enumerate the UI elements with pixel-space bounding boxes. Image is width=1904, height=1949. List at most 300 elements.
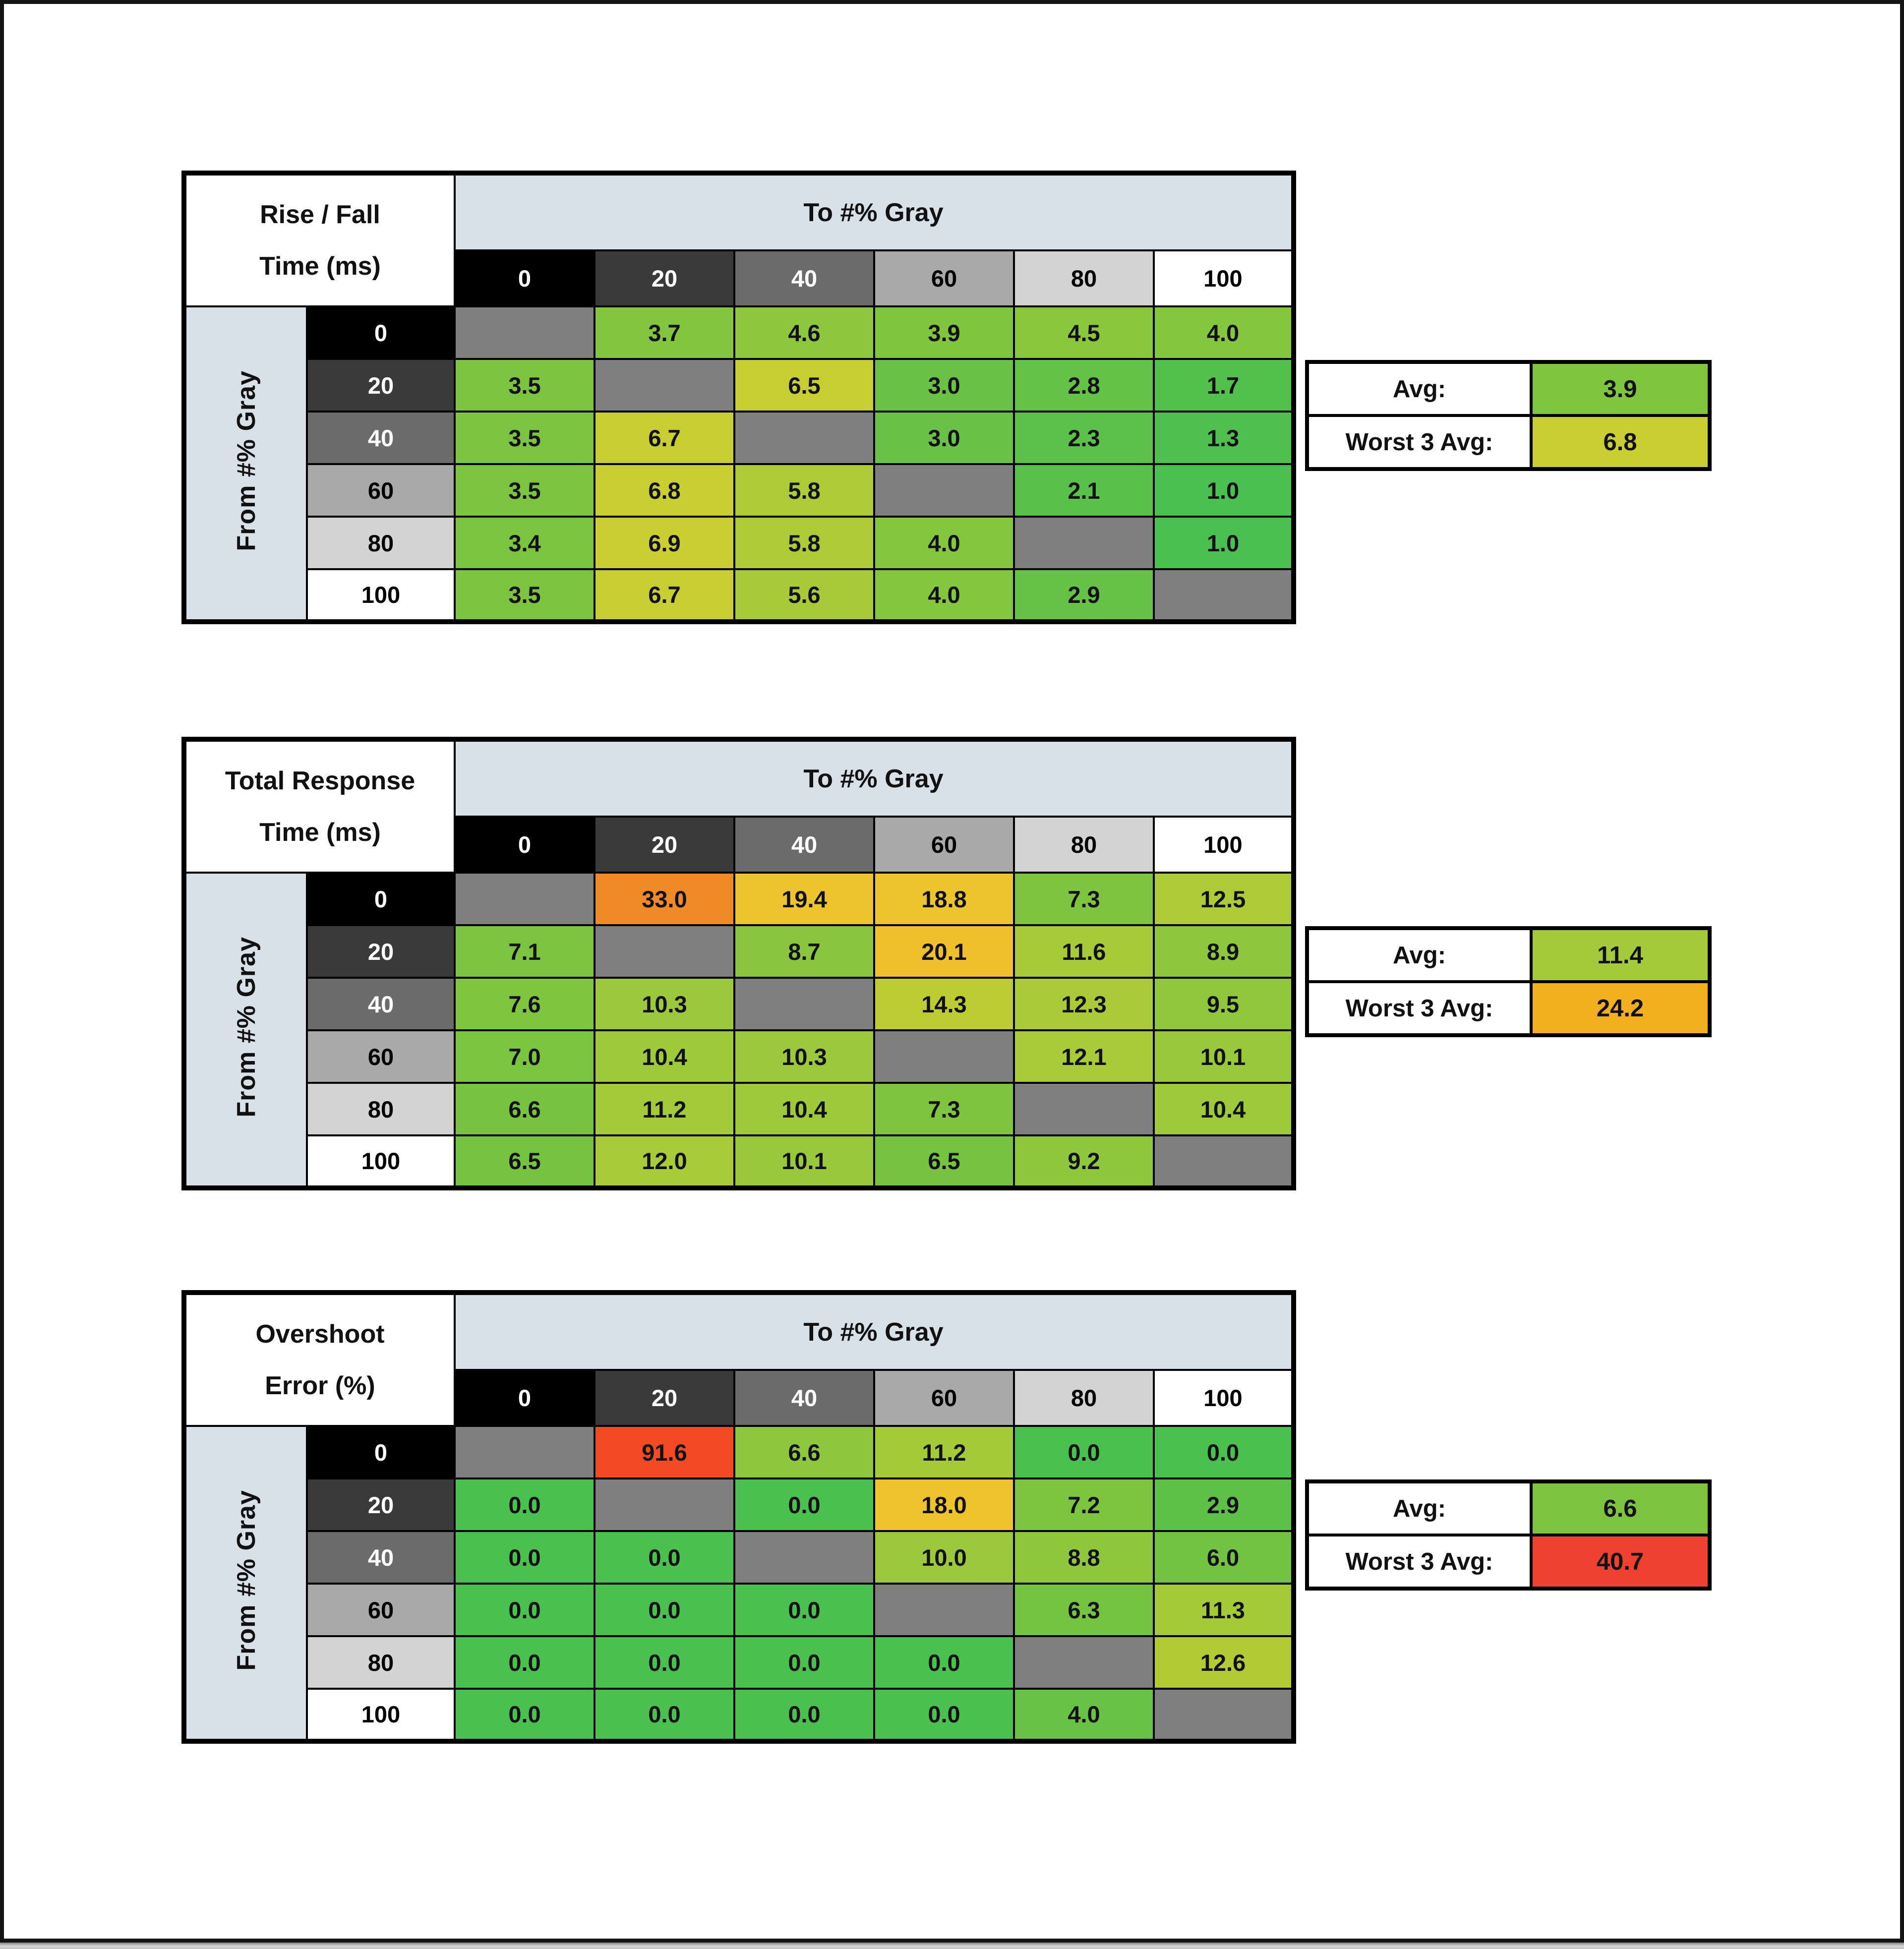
col-header-100 [1154, 1370, 1294, 1426]
diagonal-cell [1154, 1689, 1294, 1741]
data-cell [734, 1584, 874, 1636]
avg-value [1531, 928, 1710, 982]
data-cell-value: 0.0 [508, 1649, 541, 1676]
data-cell-value: 3.5 [508, 424, 541, 451]
col-header-20 [595, 250, 734, 306]
row-header-label: 60 [367, 1043, 394, 1070]
avg-value-text: 3.9 [1603, 375, 1637, 403]
table-title-cell [184, 1293, 455, 1426]
data-cell-value: 12.5 [1200, 886, 1246, 912]
data-cell [595, 1135, 734, 1188]
worst3avg-label-text: Worst 3 Avg: [1345, 428, 1493, 456]
data-cell [1014, 978, 1154, 1030]
to-gray-header [455, 1293, 1294, 1370]
data-cell [455, 1030, 595, 1083]
col-header-label: 0 [518, 265, 532, 292]
summary-row [1307, 415, 1710, 469]
data-cell-value: 20.1 [921, 938, 967, 965]
avg-label-text: Avg: [1392, 1495, 1446, 1522]
data-cell-value: 6.9 [648, 530, 681, 556]
diagonal-cell [1154, 1135, 1294, 1188]
data-cell-value: 4.5 [1068, 319, 1100, 346]
col-header-label: 60 [931, 1385, 957, 1412]
row-header-label: 80 [367, 530, 394, 556]
col-header-label: 80 [1071, 265, 1097, 292]
data-cell-value: 10.3 [781, 1043, 827, 1070]
row-header-0 [307, 873, 455, 925]
data-cell-value: 6.6 [508, 1096, 541, 1122]
data-cell-value: 8.9 [1206, 938, 1240, 965]
data-cell-value: 0.0 [788, 1701, 821, 1727]
data-cell [734, 359, 874, 412]
col-header-0 [455, 1370, 595, 1426]
row-header-label: 0 [374, 319, 388, 346]
data-cell-value: 10.0 [921, 1544, 967, 1571]
row-header-60 [307, 1030, 455, 1083]
data-cell [595, 1531, 734, 1584]
data-cell-value: 6.7 [648, 582, 681, 608]
col-header-label: 40 [791, 1385, 818, 1412]
data-row [184, 1584, 1294, 1636]
data-cell [1014, 1030, 1154, 1083]
data-cell-value: 7.6 [508, 991, 541, 1017]
data-cell-value: 6.5 [928, 1148, 960, 1174]
row-header-100 [307, 1135, 455, 1188]
from-gray-header [184, 306, 307, 622]
data-cell [455, 517, 595, 569]
data-cell [1154, 1478, 1294, 1531]
data-cell-value: 0.0 [508, 1544, 541, 1571]
data-cell-value: 3.5 [508, 582, 541, 608]
diagonal-cell [595, 359, 734, 412]
data-cell-value: 12.6 [1200, 1649, 1246, 1676]
row-header-label: 100 [361, 582, 401, 608]
data-cell [874, 1135, 1014, 1188]
rise-fall-time-table [181, 171, 1728, 624]
avg-value [1531, 362, 1710, 415]
data-cell-value: 1.0 [1206, 530, 1240, 556]
row-header-label: 0 [374, 1439, 388, 1466]
data-cell [734, 1135, 874, 1188]
data-cell-value: 3.5 [508, 477, 541, 504]
row-header-label: 100 [361, 1148, 401, 1174]
data-cell [874, 1531, 1014, 1584]
col-header-label: 40 [791, 831, 818, 858]
data-cell [455, 978, 595, 1030]
diagonal-cell [734, 1531, 874, 1584]
data-cell-value: 3.5 [508, 372, 541, 399]
worst3avg-label [1307, 1535, 1531, 1589]
data-cell-value: 6.5 [788, 372, 821, 399]
data-cell-value: 12.3 [1061, 991, 1107, 1017]
data-cell-value: 0.0 [648, 1596, 681, 1623]
data-cell [1014, 1478, 1154, 1531]
data-cell-value: 7.3 [928, 1096, 960, 1122]
data-cell-value: 33.0 [642, 886, 687, 912]
data-cell [595, 1584, 734, 1636]
data-cell [874, 1478, 1014, 1531]
from-gray-header-label: From #% Gray [232, 1489, 261, 1671]
col-header-label: 100 [1203, 1385, 1243, 1412]
to-gray-header-label: To #% Gray [803, 1317, 944, 1347]
data-cell [455, 359, 595, 412]
data-cell-value: 0.0 [1068, 1439, 1100, 1466]
header-row-1 [184, 173, 1294, 250]
data-cell-value: 2.9 [1068, 582, 1100, 608]
data-cell [1154, 925, 1294, 978]
data-cell [1154, 1584, 1294, 1636]
diagonal-cell [874, 464, 1014, 517]
data-cell-value: 10.1 [781, 1148, 827, 1174]
row-header-60 [307, 1584, 455, 1636]
data-cell [734, 464, 874, 517]
data-cell [1014, 412, 1154, 464]
from-gray-header [184, 1426, 307, 1741]
data-cell-value: 2.9 [1206, 1491, 1240, 1518]
data-cell-value: 6.8 [648, 477, 681, 504]
data-cell [1154, 464, 1294, 517]
row-header-80 [307, 1083, 455, 1135]
to-gray-header-label: To #% Gray [803, 764, 944, 793]
data-cell-value: 18.8 [921, 886, 967, 912]
table-title-cell [184, 739, 455, 873]
from-gray-header-label: From #% Gray [232, 936, 261, 1118]
data-cell [455, 1478, 595, 1531]
data-cell [734, 1426, 874, 1478]
data-cell [1154, 1531, 1294, 1584]
data-cell [1154, 412, 1294, 464]
data-cell-value: 4.0 [928, 530, 960, 556]
diagonal-cell [455, 306, 595, 359]
overshoot-error-table [181, 1290, 1728, 1744]
data-cell-value: 3.9 [928, 319, 960, 346]
avg-label-text: Avg: [1392, 942, 1446, 969]
data-cell-value: 0.0 [788, 1596, 821, 1623]
col-header-0 [455, 817, 595, 873]
row-header-80 [307, 1636, 455, 1689]
table-title-line1: Overshoot [255, 1319, 385, 1349]
row-header-0 [307, 1426, 455, 1478]
data-cell-value: 10.4 [1200, 1096, 1246, 1122]
worst3avg-label-text: Worst 3 Avg: [1345, 1548, 1493, 1575]
data-cell-value: 0.0 [648, 1701, 681, 1727]
row-header-label: 20 [367, 938, 394, 965]
data-cell-value: 11.2 [642, 1096, 687, 1122]
col-header-100 [1154, 817, 1294, 873]
data-cell-value: 2.1 [1068, 477, 1100, 504]
diagonal-cell [455, 1426, 595, 1478]
data-row [184, 1083, 1294, 1135]
data-cell [1154, 1426, 1294, 1478]
table-title-cell [184, 173, 455, 306]
data-cell [874, 569, 1014, 622]
avg-label [1307, 1481, 1531, 1535]
from-gray-header [184, 873, 307, 1188]
data-row [184, 1478, 1294, 1531]
diagonal-cell [595, 1478, 734, 1531]
diagonal-cell [1014, 517, 1154, 569]
data-cell-value: 1.7 [1206, 372, 1240, 399]
data-cell-value: 12.1 [1061, 1043, 1107, 1070]
row-header-20 [307, 359, 455, 412]
row-header-label: 80 [367, 1096, 394, 1122]
col-header-label: 20 [651, 1385, 678, 1412]
data-cell [874, 359, 1014, 412]
row-header-label: 60 [367, 477, 394, 504]
data-cell [1014, 359, 1154, 412]
row-header-label: 40 [367, 991, 394, 1017]
data-cell [1154, 873, 1294, 925]
summary-block [1305, 1479, 1712, 1591]
col-header-60 [874, 250, 1014, 306]
summary-table [1305, 926, 1712, 1037]
header-row-1 [184, 739, 1294, 817]
data-cell [734, 925, 874, 978]
data-cell [734, 1636, 874, 1689]
data-cell [455, 1689, 595, 1741]
col-header-label: 100 [1203, 831, 1243, 858]
data-cell-value: 3.4 [508, 530, 541, 556]
data-cell-value: 0.0 [508, 1701, 541, 1727]
row-header-label: 40 [367, 424, 394, 451]
table-title-wrap [186, 176, 454, 305]
data-row [184, 873, 1294, 925]
table-title-line1: Total Response [225, 766, 416, 795]
data-cell [1154, 1083, 1294, 1135]
worst3avg-label [1307, 415, 1531, 469]
total-response-time-table [181, 737, 1728, 1190]
data-cell-value: 0.0 [788, 1491, 821, 1518]
data-cell [455, 1135, 595, 1188]
data-cell [874, 925, 1014, 978]
row-header-label: 20 [367, 1491, 394, 1518]
diagonal-cell [1154, 569, 1294, 622]
data-cell [734, 1083, 874, 1135]
diagonal-cell [874, 1030, 1014, 1083]
col-header-80 [1014, 817, 1154, 873]
data-cell [1154, 306, 1294, 359]
avg-label [1307, 928, 1531, 982]
avg-label [1307, 362, 1531, 415]
data-cell-value: 5.6 [788, 582, 821, 608]
data-cell [874, 1689, 1014, 1741]
diagonal-cell [1014, 1636, 1154, 1689]
col-header-label: 20 [651, 265, 678, 292]
data-cell-value: 6.7 [648, 424, 681, 451]
col-header-40 [734, 1370, 874, 1426]
data-cell-value: 19.4 [781, 886, 827, 912]
col-header-label: 80 [1071, 831, 1097, 858]
worst3avg-label-text: Worst 3 Avg: [1345, 995, 1493, 1022]
data-cell [1014, 569, 1154, 622]
col-header-label: 60 [931, 265, 957, 292]
data-row [184, 412, 1294, 464]
data-cell [595, 412, 734, 464]
data-row [184, 925, 1294, 978]
table-title-wrap [186, 742, 454, 872]
col-header-20 [595, 817, 734, 873]
data-cell-value: 1.3 [1206, 424, 1240, 451]
data-cell-value: 7.0 [508, 1043, 541, 1070]
data-cell-value: 5.8 [788, 477, 821, 504]
data-cell [595, 1083, 734, 1135]
data-cell-value: 3.7 [648, 319, 681, 346]
data-cell-value: 3.0 [928, 372, 960, 399]
worst3avg-label [1307, 982, 1531, 1035]
col-header-40 [734, 250, 874, 306]
data-cell-value: 8.7 [788, 938, 821, 965]
row-header-20 [307, 1478, 455, 1531]
row-header-60 [307, 464, 455, 517]
data-cell-value: 8.8 [1068, 1544, 1100, 1571]
data-cell [874, 1426, 1014, 1478]
data-cell-value: 7.2 [1068, 1491, 1100, 1518]
data-cell [734, 1030, 874, 1083]
heatmap-table [181, 1290, 1296, 1744]
data-cell-value: 7.3 [1068, 886, 1100, 912]
row-header-label: 0 [374, 886, 388, 912]
data-cell-value: 11.2 [922, 1439, 966, 1466]
col-header-label: 80 [1071, 1385, 1097, 1412]
data-cell [874, 412, 1014, 464]
data-cell [874, 1083, 1014, 1135]
data-cell [595, 1426, 734, 1478]
diagonal-cell [874, 1584, 1014, 1636]
row-header-label: 20 [367, 372, 394, 399]
data-row [184, 1135, 1294, 1188]
data-cell [595, 1689, 734, 1741]
data-cell-value: 5.8 [788, 530, 821, 556]
data-cell [1014, 925, 1154, 978]
summary-row [1307, 362, 1710, 415]
diagonal-cell [734, 412, 874, 464]
data-cell-value: 4.0 [1206, 319, 1240, 346]
data-row [184, 306, 1294, 359]
data-cell [874, 306, 1014, 359]
data-cell-value: 0.0 [928, 1649, 960, 1676]
summary-table [1305, 360, 1712, 471]
row-header-label: 100 [361, 1701, 401, 1727]
data-cell [734, 569, 874, 622]
col-header-label: 0 [518, 831, 532, 858]
data-cell [734, 873, 874, 925]
table-title-wrap [186, 1295, 454, 1425]
diagonal-cell [734, 978, 874, 1030]
summary-row [1307, 1535, 1710, 1589]
data-cell [455, 569, 595, 622]
data-cell-value: 9.5 [1206, 991, 1240, 1017]
col-header-60 [874, 1370, 1014, 1426]
data-cell [595, 306, 734, 359]
data-cell [1154, 517, 1294, 569]
data-cell [734, 1689, 874, 1741]
to-gray-header [455, 739, 1294, 817]
data-cell-value: 6.5 [508, 1148, 541, 1174]
from-gray-header-label: From #% Gray [232, 370, 261, 551]
data-cell [734, 517, 874, 569]
data-cell-value: 4.0 [1068, 1701, 1100, 1727]
data-cell [455, 1636, 595, 1689]
data-cell-value: 9.2 [1068, 1148, 1100, 1174]
data-row [184, 978, 1294, 1030]
summary-table [1305, 1479, 1712, 1591]
data-cell [1014, 1531, 1154, 1584]
avg-value [1531, 1481, 1710, 1535]
data-cell [1154, 359, 1294, 412]
row-header-40 [307, 1531, 455, 1584]
data-cell [874, 517, 1014, 569]
data-cell-value: 10.1 [1200, 1043, 1246, 1070]
row-header-0 [307, 306, 455, 359]
data-cell-value: 10.3 [642, 991, 687, 1017]
data-cell-value: 14.3 [921, 991, 967, 1017]
data-cell-value: 10.4 [642, 1043, 687, 1070]
data-row [184, 1030, 1294, 1083]
summary-row [1307, 1481, 1710, 1535]
worst3avg-value [1531, 1535, 1710, 1589]
data-cell [1014, 464, 1154, 517]
worst3avg-value [1531, 415, 1710, 469]
table-title-line2: Error (%) [265, 1371, 375, 1401]
data-row [184, 1689, 1294, 1741]
to-gray-header-label: To #% Gray [803, 198, 944, 227]
data-row [184, 1531, 1294, 1584]
table-title-line1: Rise / Fall [260, 200, 380, 229]
data-cell [1154, 1636, 1294, 1689]
data-cell-value: 2.3 [1068, 424, 1100, 451]
data-cell [455, 412, 595, 464]
to-gray-header [455, 173, 1294, 250]
data-cell [1014, 1135, 1154, 1188]
row-header-80 [307, 517, 455, 569]
data-cell-value: 4.0 [928, 582, 960, 608]
data-cell-value: 11.6 [1062, 938, 1106, 965]
data-cell-value: 7.1 [508, 938, 541, 965]
data-cell [874, 873, 1014, 925]
col-header-40 [734, 817, 874, 873]
row-header-label: 60 [367, 1596, 394, 1623]
avg-value-text: 11.4 [1597, 942, 1643, 969]
row-header-20 [307, 925, 455, 978]
data-cell [1014, 1426, 1154, 1478]
data-cell [595, 978, 734, 1030]
row-header-100 [307, 569, 455, 622]
col-header-label: 100 [1203, 265, 1243, 292]
data-cell-value: 6.6 [788, 1439, 821, 1466]
data-row [184, 359, 1294, 412]
data-cell-value: 4.6 [788, 319, 821, 346]
row-header-label: 80 [367, 1649, 394, 1676]
data-cell-value: 0.0 [508, 1596, 541, 1623]
data-cell [455, 1083, 595, 1135]
data-row [184, 569, 1294, 622]
worst3avg-value-text: 40.7 [1596, 1548, 1644, 1575]
row-header-label: 40 [367, 1544, 394, 1571]
data-cell [734, 306, 874, 359]
window-bottom-edge [0, 1943, 1904, 1949]
data-cell [595, 1636, 734, 1689]
col-header-80 [1014, 250, 1154, 306]
data-row [184, 1426, 1294, 1478]
data-cell-value: 1.0 [1206, 477, 1240, 504]
data-cell-value: 3.0 [928, 424, 960, 451]
data-cell [595, 464, 734, 517]
col-header-label: 0 [518, 1385, 532, 1412]
data-cell-value: 0.0 [928, 1701, 960, 1727]
data-cell-value: 0.0 [788, 1649, 821, 1676]
data-row [184, 464, 1294, 517]
data-row [184, 1636, 1294, 1689]
